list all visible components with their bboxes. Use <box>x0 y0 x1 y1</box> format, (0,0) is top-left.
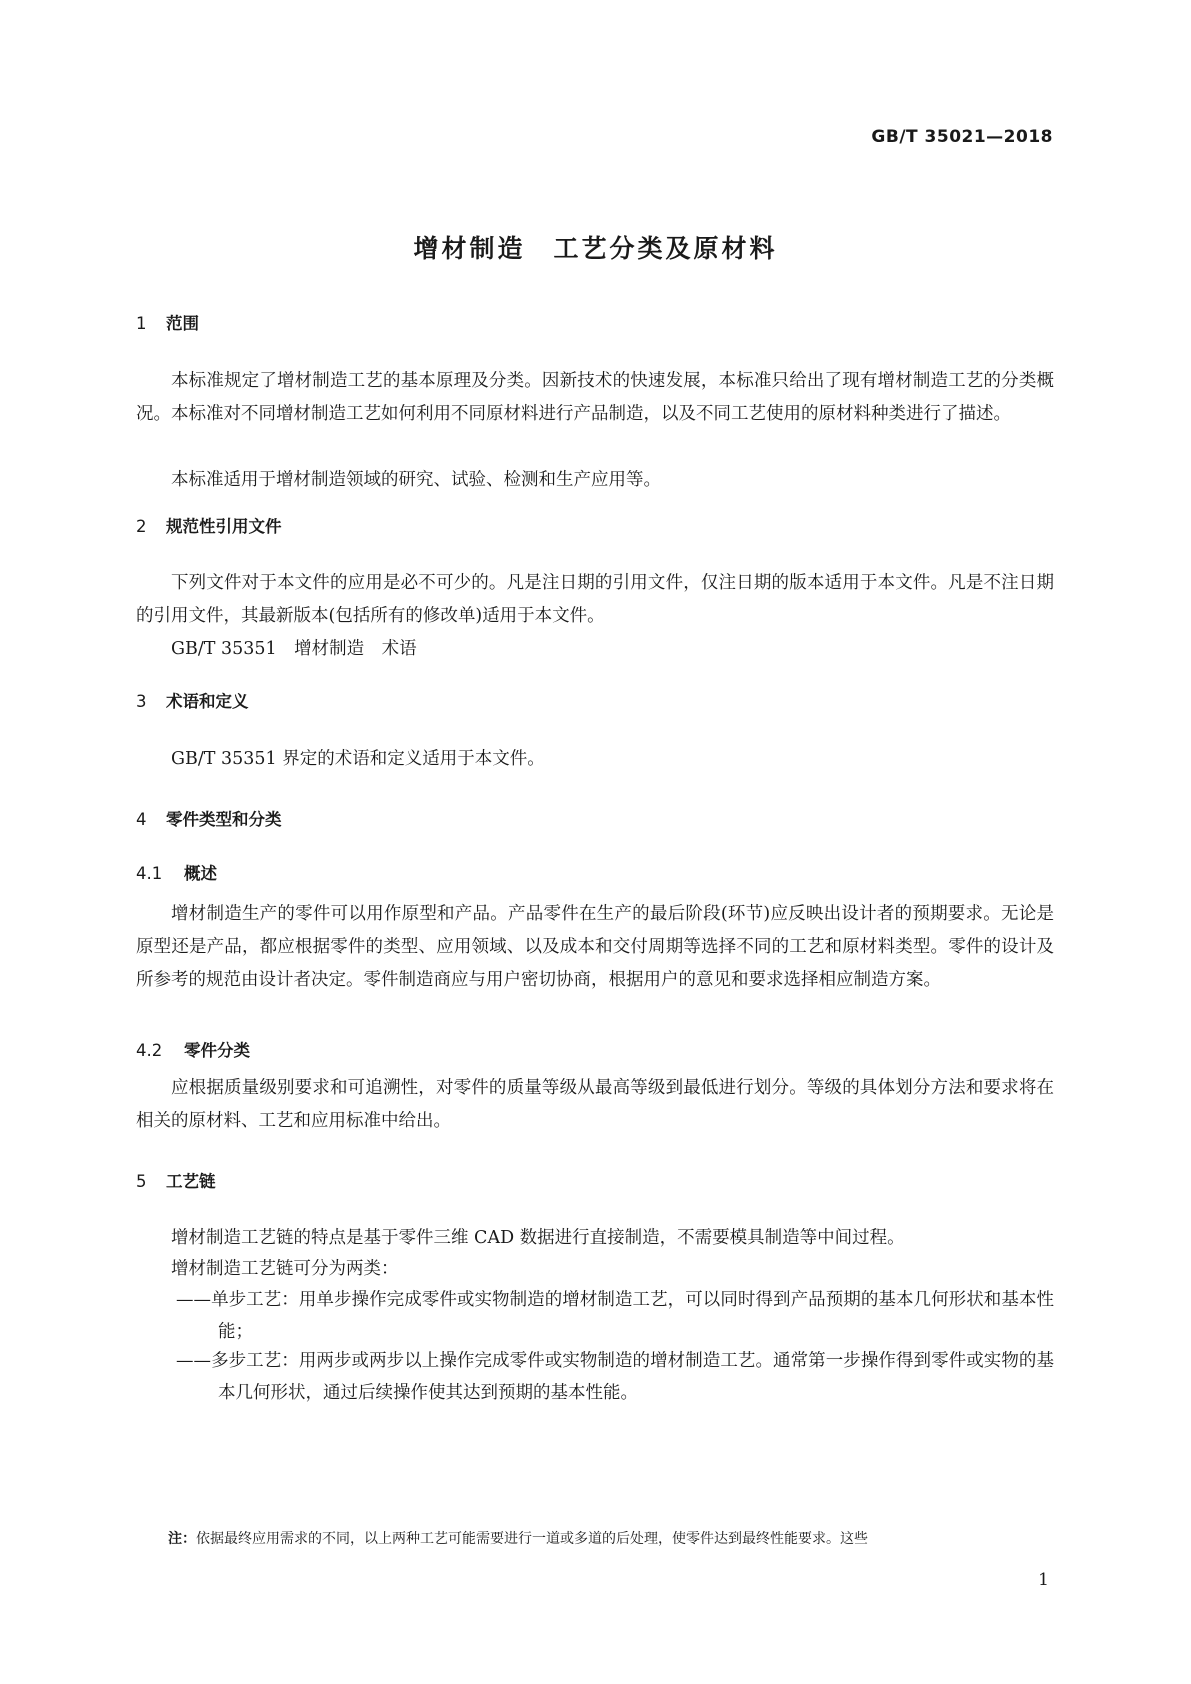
note-text: 依据最终应用需求的不同，以上两种工艺可能需要进行一道或多道的后处理，使零件达到最终性能要求。这些 <box>196 1531 868 1547</box>
section-3-heading <box>136 688 249 712</box>
section-1-heading <box>136 310 199 334</box>
section-5-paragraph-1: 增材制造工艺链的特点是基于零件三维 CAD 数据进行直接制造，不需要模具制造等中间过程。 <box>171 1228 905 1248</box>
section-title: 零件类型和分类 <box>166 810 282 829</box>
note-label: 注： <box>168 1531 196 1547</box>
section-title: 规范性引用文件 <box>166 517 282 536</box>
section-number: 4 <box>136 810 147 829</box>
list-item: ——单步工艺：用单步操作完成零件或实物制造的增材制造工艺，可以同时得到产品预期的基本几何形状和基本性能； <box>176 1290 1054 1342</box>
section-3-paragraph-1: GB/T 35351 界定的术语和定义适用于本文件。 <box>171 749 545 769</box>
standard-number: GB/T 35021—2018 <box>871 127 1053 147</box>
section-title: 概述 <box>184 864 217 883</box>
section-number: 2 <box>136 517 147 536</box>
section-number: 3 <box>136 692 147 711</box>
section-1-paragraph-2: 本标准适用于增材制造领域的研究、试验、检测和生产应用等。 <box>171 470 661 490</box>
section-title: 范围 <box>166 314 199 333</box>
section-4-2-heading <box>136 1037 250 1061</box>
section-4-1-paragraph-1: 增材制造生产的零件可以用作原型和产品。产品零件在生产的最后阶段(环节)应反映出设计者的预期要求。无论是原型还是产品，都应根据零件的类型、应用领域、以及成本和交付周期等选择不同的工艺和原材料类型。零件的设计及所参考的规范由设计者决定。零件制造商应与用户密切协商，根据用户的意见和要求选择相应制造方案。 <box>136 904 1054 990</box>
page-number: 1 <box>1038 1570 1049 1590</box>
list-item: ——多步工艺：用两步或两步以上操作完成零件或实物制造的增材制造工艺。通常第一步操作得到零件或实物的基本几何形状，通过后续操作使其达到预期的基本性能。 <box>176 1351 1054 1403</box>
normative-reference: GB/T 35351 增材制造 术语 <box>171 639 417 659</box>
section-number: 5 <box>136 1172 147 1191</box>
section-2-paragraph-1: 下列文件对于本文件的应用是必不可少的。凡是注日期的引用文件，仅注日期的版本适用于本文件。凡是不注日期的引用文件，其最新版本(包括所有的修改单)适用于本文件。 <box>136 573 1054 626</box>
section-number: 4.1 <box>136 864 163 883</box>
section-5-paragraph-2: 增材制造工艺链可分为两类： <box>171 1259 399 1279</box>
section-4-1-heading <box>136 860 217 884</box>
document-title: 增材制造 工艺分类及原材料 <box>413 234 778 263</box>
section-5-heading <box>136 1168 216 1192</box>
section-number: 4.2 <box>136 1041 163 1060</box>
section-2-heading <box>136 513 282 537</box>
section-title: 术语和定义 <box>166 692 249 711</box>
section-number: 1 <box>136 314 147 333</box>
note <box>168 1528 1054 1550</box>
section-1-paragraph-1: 本标准规定了增材制造工艺的基本原理及分类。因新技术的快速发展，本标准只给出了现有增材制造工艺的分类概况。本标准对不同增材制造工艺如何利用不同原材料进行产品制造，以及不同工艺使用的原材料种类进行了描述。 <box>136 371 1054 424</box>
section-title: 工艺链 <box>166 1172 216 1191</box>
section-4-heading <box>136 806 282 830</box>
section-4-2-paragraph-1: 应根据质量级别要求和可追溯性，对零件的质量等级从最高等级到最低进行划分。等级的具体划分方法和要求将在相关的原材料、工艺和应用标准中给出。 <box>136 1078 1054 1131</box>
section-title: 零件分类 <box>184 1041 250 1060</box>
